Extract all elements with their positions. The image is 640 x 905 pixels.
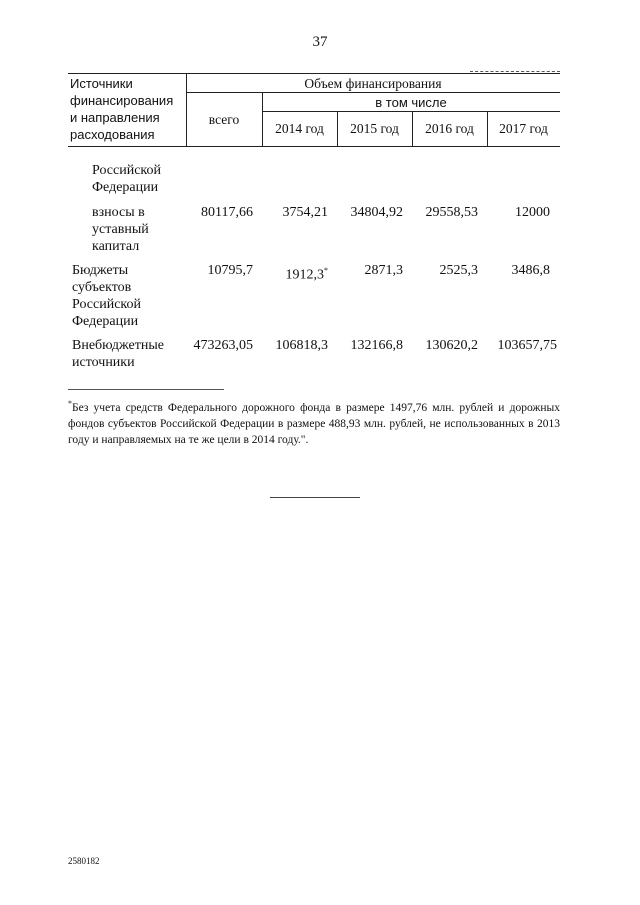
row-label-line: Внебюджетные [72, 338, 164, 353]
row-label-extrabudgetary [72, 337, 164, 371]
footnote-marker: * [68, 399, 72, 408]
cell-regional-2014-value: 1912,3 [285, 267, 324, 283]
cell-capital-2017: 12000 [515, 205, 550, 220]
footnote [68, 396, 560, 448]
header-year-2016: 2016 год [425, 121, 474, 136]
row-label-line: субъектов [72, 280, 132, 295]
header-year-2017: 2017 год [499, 121, 548, 136]
years-subheader-line [262, 111, 560, 112]
row-label-capital-contributions [92, 204, 149, 255]
header-sources-line-4: расходования [70, 127, 155, 142]
header-total: всего [208, 112, 240, 127]
funding-subheader-line [186, 92, 560, 93]
header-sources-line-2: финансирования [70, 93, 174, 108]
header-year-2014: 2014 год [275, 121, 324, 136]
header-sources-line-1: Источники [70, 76, 133, 91]
row-label-regional-budgets [72, 262, 141, 330]
header-funding-volume: Объем финансирования [304, 76, 442, 91]
cell-capital-2016: 29558,53 [425, 205, 478, 220]
cell-extrabudgetary-2017: 103657,75 [497, 338, 557, 353]
table-top-border [68, 73, 560, 74]
row-label-line: капитал [92, 239, 140, 254]
row-label-line: Федерации [72, 314, 139, 329]
cell-extrabudgetary-2016: 130620,2 [425, 338, 478, 353]
row-label-line: источники [72, 355, 135, 370]
cell-capital-2014: 3754,21 [282, 205, 328, 220]
footnote-marker: * [324, 266, 328, 275]
row-label-line: Бюджеты [72, 263, 129, 278]
table-top-border-dash [470, 71, 560, 72]
header-sources-line-3: и направления [70, 110, 160, 125]
row-label-russian-federation [92, 162, 161, 196]
row-label-line: взносы в [92, 205, 145, 220]
row-label-line: уставный [92, 222, 149, 237]
end-rule [270, 497, 360, 498]
row-label-line: Российской [92, 163, 161, 178]
cell-capital-total: 80117,66 [201, 205, 253, 220]
cell-regional-2017: 3486,8 [511, 263, 550, 278]
cell-regional-2016: 2525,3 [439, 263, 478, 278]
header-sources [70, 75, 185, 143]
footnote-separator [68, 389, 224, 390]
table-header-bottom-border [68, 146, 560, 147]
row-label-line: Российской [72, 297, 141, 312]
cell-regional-total: 10795,7 [207, 263, 253, 278]
cell-regional-2015: 2871,3 [364, 263, 403, 278]
cell-extrabudgetary-total: 473263,05 [193, 338, 253, 353]
cell-extrabudgetary-2015: 132166,8 [350, 338, 403, 353]
page-number: 37 [312, 34, 328, 50]
cell-regional-2014 [262, 262, 328, 284]
document-code: 2580182 [68, 856, 100, 866]
cell-extrabudgetary-2014: 106818,3 [275, 338, 328, 353]
footnote-text: Без учета средств Федерального дорожного фонда в размере 1497,76 млн. рублей и дорожных фондов субъектов Российской Федерации в размере 488,93 млн. рублей, не использованных в 2013 году и направляемых на те же цели в 2014 году.". [68, 401, 560, 446]
cell-capital-2015: 34804,92 [350, 205, 403, 220]
header-year-2015: 2015 год [350, 121, 399, 136]
row-label-line: Федерации [92, 180, 159, 195]
header-including: в том числе [375, 95, 447, 110]
